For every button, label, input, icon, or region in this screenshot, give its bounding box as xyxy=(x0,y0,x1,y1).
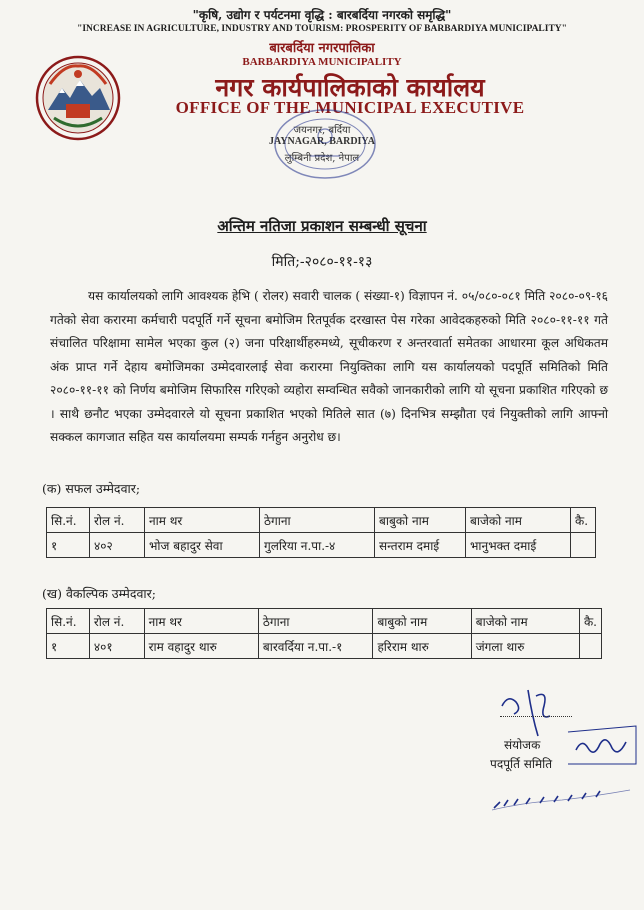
table-header-row xyxy=(47,508,596,533)
cell-name: राम वहादुर थारु xyxy=(144,634,258,659)
motto-en: "INCREASE IN AGRICULTURE, INDUSTRY AND TOURISM: PROSPERITY OF BARBARDIYA MUNICIPALITY" xyxy=(77,24,567,34)
header-address: ठेगाना xyxy=(260,508,375,533)
cell-serial: १ xyxy=(47,533,90,558)
header-roll: रोल नं. xyxy=(89,609,144,634)
header-serial: सि.नं. xyxy=(47,609,90,634)
cell-remarks xyxy=(571,533,596,558)
table-row xyxy=(47,533,596,558)
municipality-name-np: बारबर्दिया नगरपालिका xyxy=(269,41,375,56)
municipality-name-en: BARBARDIYA MUNICIPALITY xyxy=(242,56,402,68)
header-father: बाबुको नाम xyxy=(375,508,466,533)
cell-roll: ४०१ xyxy=(89,634,144,659)
office-stamp-icon xyxy=(270,104,380,184)
cell-name: भोज बहादुर सेवा xyxy=(145,533,260,558)
header-address: ठेगाना xyxy=(258,609,373,634)
successful-candidates-table xyxy=(46,507,596,558)
cell-remarks xyxy=(579,634,601,659)
signature-line xyxy=(500,716,572,717)
address-en: JAYNAGAR, BARDIYA xyxy=(269,136,375,147)
signatory-title: संयोजक xyxy=(504,738,541,752)
address-np: जयनगर, बर्दिया xyxy=(293,125,351,136)
cell-roll: ४०२ xyxy=(90,533,145,558)
cell-father: सन्तराम दमाई xyxy=(375,533,466,558)
alternate-candidates-table xyxy=(46,608,602,659)
committee-name: पदपूर्ति समिति xyxy=(490,757,553,771)
cell-father: हरिराम थारु xyxy=(373,634,471,659)
cell-grandfather: भानुभक्त दमाई xyxy=(466,533,571,558)
cell-address: बारवर्दिया न.पा.-१ xyxy=(258,634,373,659)
header-remarks: कै. xyxy=(571,508,596,533)
notice-title: अन्तिम नतिजा प्रकाशन सम्बन्धी सूचना xyxy=(217,217,427,235)
office-title-en: OFFICE OF THE MUNICIPAL EXECUTIVE xyxy=(175,98,525,117)
office-title-np: नगर कार्यपालिकाको कार्यालय xyxy=(215,73,485,102)
motto-np: "कृषि, उद्योग र पर्यटनमा वृद्धि : बारबर्दिया नगरको समृद्धि" xyxy=(192,8,452,22)
header-grandfather: बाजेको नाम xyxy=(466,508,571,533)
header-remarks: कै. xyxy=(579,609,601,634)
header-serial: सि.नं. xyxy=(47,508,90,533)
alternate-candidates-label: (ख) वैकल्पिक उम्मेदवार; xyxy=(42,586,156,601)
successful-candidates-label: (क) सफल उम्मेदवार; xyxy=(42,481,141,496)
header-grandfather: बाजेको नाम xyxy=(471,609,579,634)
notice-date: मिति;-२०८०-११-१३ xyxy=(271,254,373,270)
header-name: नाम थर xyxy=(144,609,258,634)
notice-body: यस कार्यालयको लागि आवश्यक हेभि ( रोलर) सवारी चालक ( संख्या-१) विज्ञापन नं. ०५/०८०-०८१ मिति २०८०-०९-१६ गतेको सेवा करारमा कर्मचारी पदपूर्ति गर्ने सूचना बमोजिम रितपूर्वक दरखास्त पेस गरेका आवेदकहरुको मिति २०८०-११-११ गते संचालित परिक्षामा सामेल भएका कुल (२) जना परिक्षार्थीहरुमध्ये, सूचीकरण र अन्तरवार्ता समेतका आधारमा कूल अधिकतम अंक प्राप्त गर्ने देहाय बमोजिमका उम्मेदवारलाई सेवा करारमा नियुक्तिका लागि यस कार्यालयको पदपूर्ति समितिको मिति २०८०-११-११ को निर्णय बमोजिम सिफारिस गरिएको व्यहोरा सम्वन्धित सवैको जानकारीको लागि यो सूचना प्रकाशित गरिएको छ । साथै छनौट भएका उम्मेदवारले यो सूचना प्रकाशित भएको मितिले सात (७) दिनभित्र सम्झौता एवं नियुक्तीको लागि आफ्नो सक्कल कागजात सहित यस कार्यालयमा सम्पर्क गर्नहुन अनुरोध छ। xyxy=(50,289,608,444)
header-father: बाबुको नाम xyxy=(373,609,471,634)
cell-serial: १ xyxy=(47,634,90,659)
table-row xyxy=(47,634,602,659)
officer-seal-stamp-icon xyxy=(486,786,636,816)
table-header-row xyxy=(47,609,602,634)
cell-address: गुलरिया न.पा.-४ xyxy=(260,533,375,558)
header-roll: रोल नं. xyxy=(90,508,145,533)
cell-grandfather: जंगला थारु xyxy=(471,634,579,659)
province-np: लुम्बिनी प्रदेश, नेपाल xyxy=(284,153,360,164)
header-name: नाम थर xyxy=(145,508,260,533)
